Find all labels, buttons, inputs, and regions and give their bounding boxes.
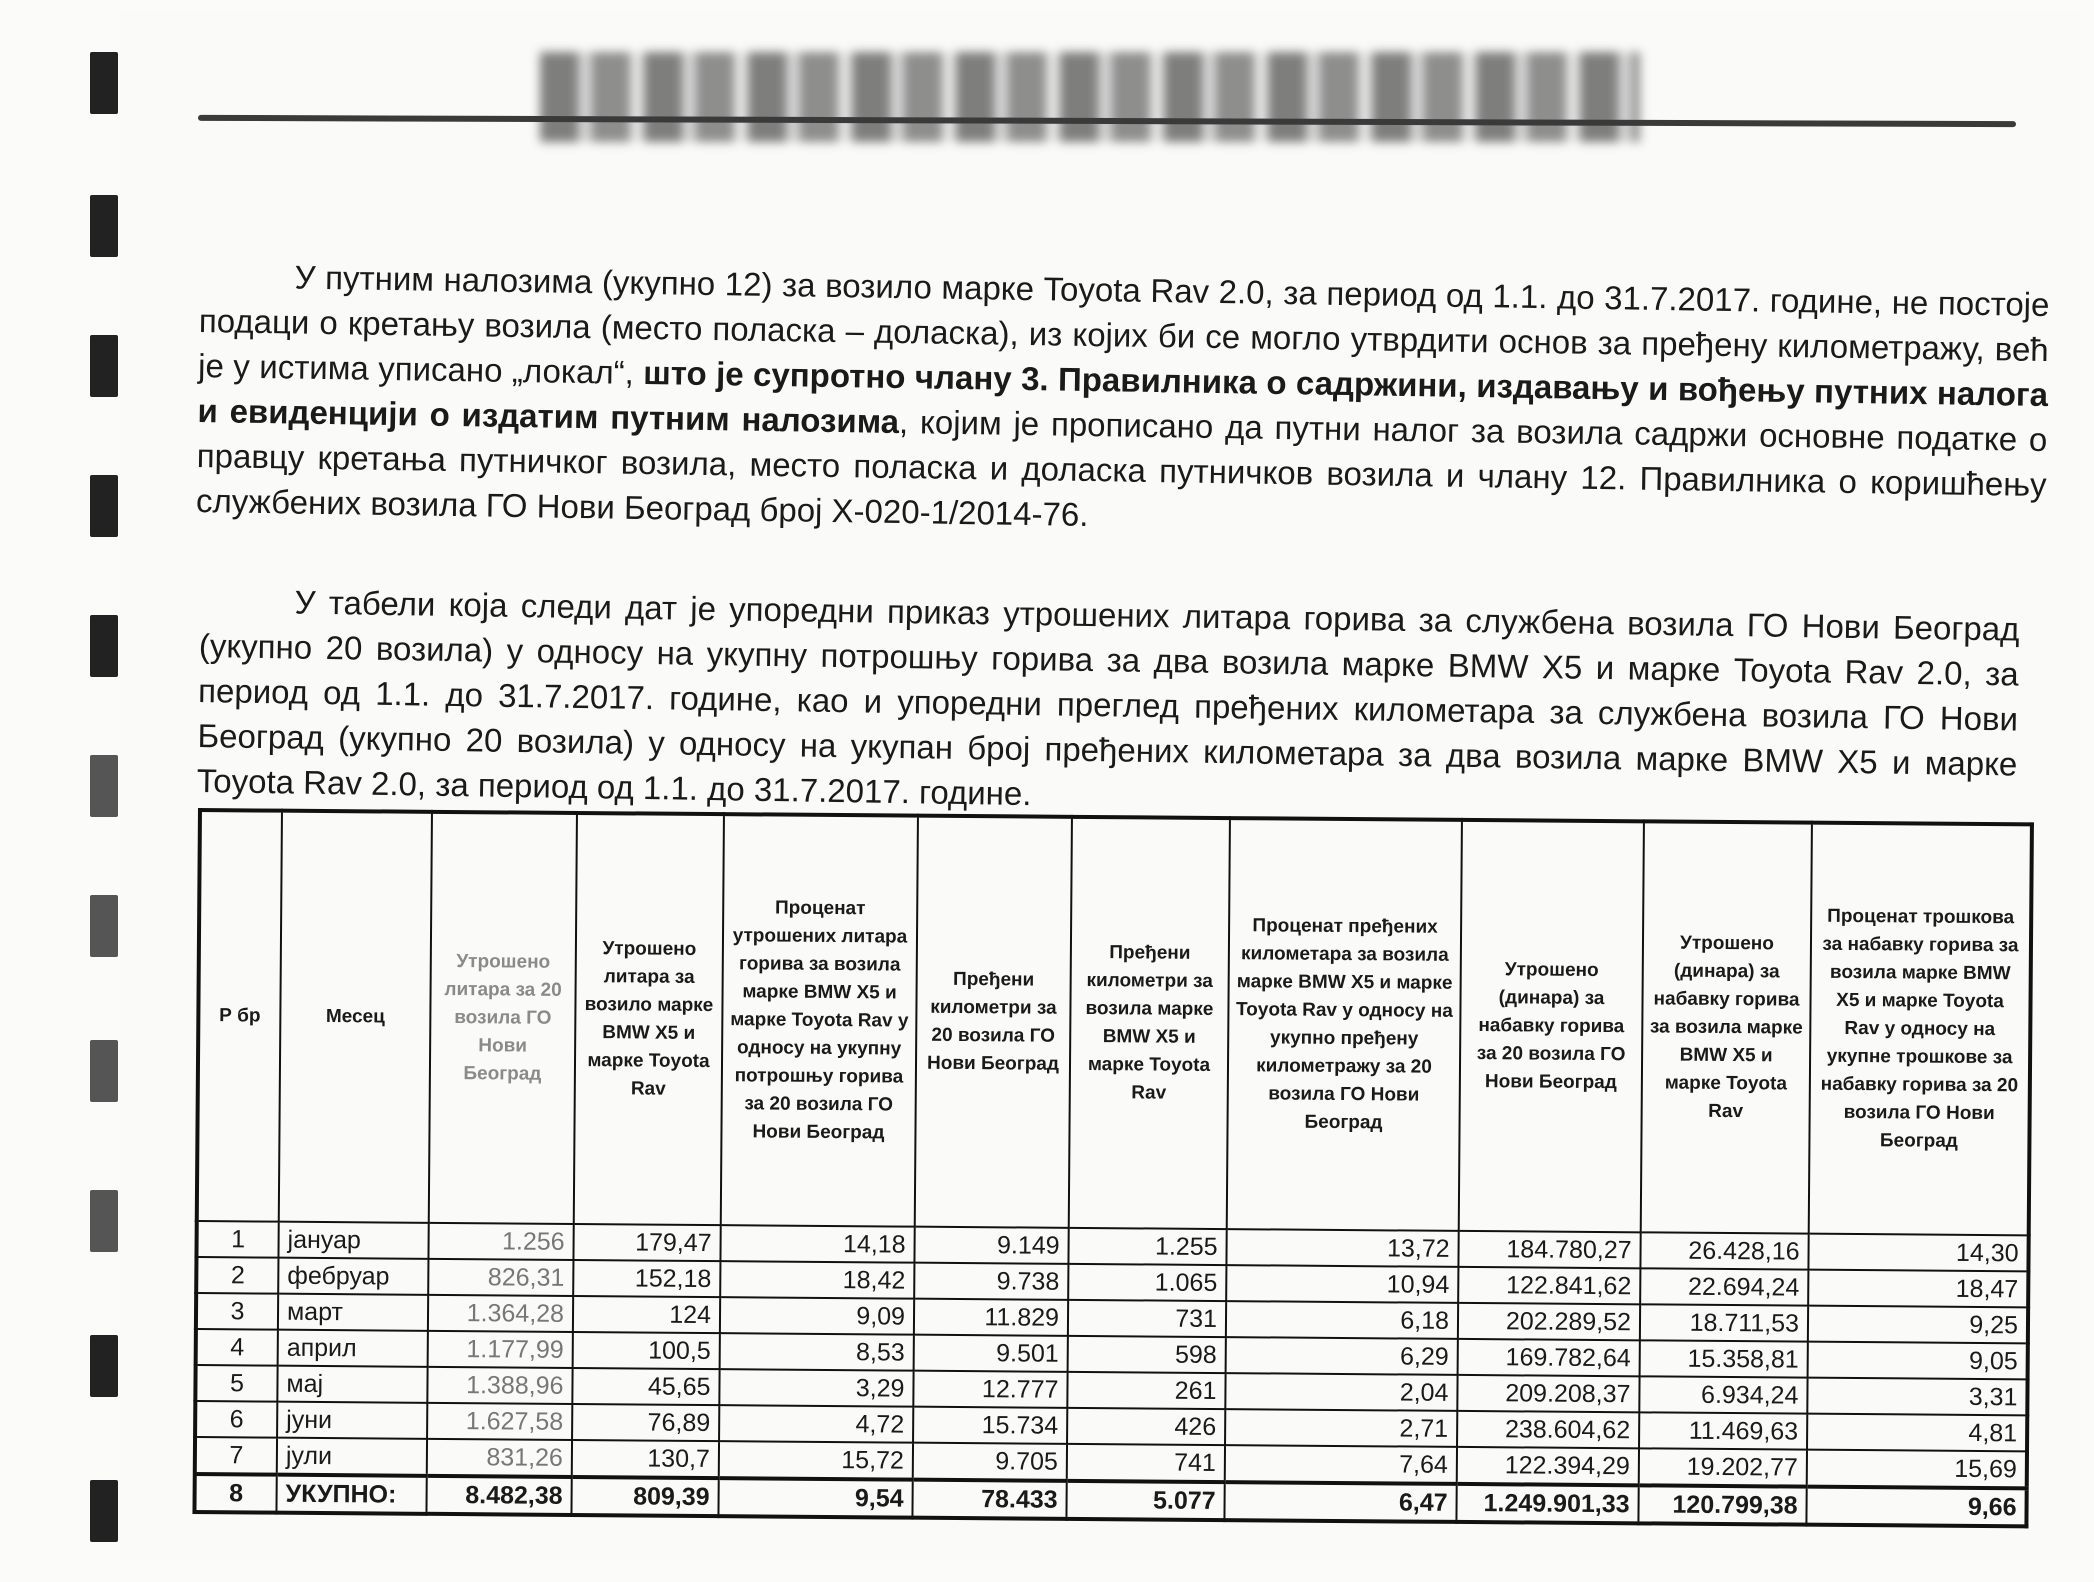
table-cell: 179,47: [573, 1224, 720, 1261]
table-cell: 1.627,58: [427, 1403, 572, 1440]
table-cell: 15,72: [719, 1441, 913, 1480]
table-cell: 12.777: [913, 1371, 1067, 1408]
table-cell: 731: [1068, 1300, 1226, 1337]
table-cell: 3: [196, 1293, 278, 1330]
header-cell: Пређени километри за 20 возила ГО Нови Београд: [915, 816, 1072, 1228]
table-cell: 22.694,24: [1640, 1268, 1808, 1305]
table-cell: 6: [195, 1401, 277, 1438]
table-cell: 18,47: [1808, 1270, 2028, 1308]
table-cell: 8,53: [720, 1333, 914, 1371]
binding-hole: [90, 52, 118, 114]
table-cell: јануар: [278, 1222, 428, 1259]
table-cell: 2,71: [1225, 1409, 1457, 1447]
table-cell: 120.799,38: [1638, 1485, 1806, 1524]
paragraph-1-bold: што је супротно члану 3. Правилника о садржини, издавању и вођењу путних налога и евиденцији о издатим путним налозима: [197, 353, 2049, 440]
header-cell: Утрошено (динара) за набавку горива за возила марке BMW X5 и марке Toyota Rav: [1641, 821, 1812, 1233]
table-cell: 1: [196, 1221, 278, 1258]
table-cell: УКУПНО:: [276, 1475, 426, 1514]
binding-hole: [90, 335, 118, 397]
table-cell: 18,42: [720, 1261, 914, 1299]
table-cell: 14,18: [720, 1225, 914, 1263]
table-cell: 426: [1067, 1408, 1225, 1445]
binding-hole: [90, 755, 118, 817]
paragraph-1-text: У путним налозима (укупно 12) за возило марке Toyota Rav 2.0, за период од 1.1. до 31.7.2017. године, не постоје подаци о кретању возила (место поласка – доласка), из којих би се могло утврдити основ за пређену километражу, већ је у истима уписано „локал“,: [197, 258, 2050, 391]
table-cell: 8.482,38: [426, 1476, 571, 1515]
table-cell: 5.077: [1066, 1481, 1224, 1520]
table-cell: 809,39: [571, 1477, 718, 1516]
table-cell: јуни: [277, 1402, 427, 1439]
redacted-header: [540, 52, 1640, 142]
table-body: [194, 1221, 2028, 1526]
binding-hole: [90, 1480, 118, 1542]
table-cell: 184.780,27: [1458, 1231, 1640, 1268]
table-cell: 122.841,62: [1458, 1267, 1640, 1304]
table-cell: 4,72: [719, 1405, 913, 1443]
table-cell: 13,72: [1226, 1229, 1458, 1267]
binding-hole: [90, 615, 118, 677]
table-cell: 3,29: [719, 1369, 913, 1407]
table-cell: 18.711,53: [1640, 1304, 1808, 1341]
table-cell: 202.289,52: [1458, 1303, 1640, 1340]
table-cell: 15,69: [1807, 1450, 2027, 1489]
header-cell: Р бр: [197, 810, 282, 1222]
table-cell: 6.934,24: [1639, 1376, 1807, 1413]
table-cell: 9.738: [914, 1263, 1068, 1300]
header-cell: Утрошено литара за возило марке BMW X5 и марке Toyota Rav: [574, 813, 724, 1225]
table-cell: 1.065: [1068, 1264, 1226, 1301]
table-cell: фебруар: [278, 1258, 428, 1295]
paragraph-1: [196, 253, 2050, 552]
table-cell: 19.202,77: [1639, 1448, 1807, 1486]
table-cell: 122.394,29: [1457, 1447, 1639, 1485]
table-cell: 1.388,96: [427, 1367, 572, 1404]
table-cell: 169.782,64: [1458, 1339, 1640, 1376]
table-cell: 831,26: [427, 1439, 572, 1477]
table-cell: март: [278, 1294, 428, 1331]
table-cell: 1.364,28: [428, 1295, 573, 1332]
header-cell: Утрошено (динара) за набавку горива за 20 возила ГО Нови Београд: [1459, 820, 1644, 1232]
table-cell: 152,18: [573, 1260, 720, 1297]
table-cell: 26.428,16: [1640, 1232, 1808, 1269]
table-cell: 741: [1067, 1444, 1225, 1482]
table-cell: 3,31: [1807, 1378, 2027, 1416]
table-cell: 9,54: [718, 1478, 912, 1518]
table-cell: 11.469,63: [1639, 1412, 1807, 1449]
table-cell: 1.255: [1068, 1228, 1226, 1265]
table-cell: 78.433: [912, 1480, 1066, 1519]
table-cell: 1.177,99: [428, 1331, 573, 1368]
table-cell: април: [278, 1330, 428, 1367]
table-cell: 598: [1068, 1336, 1226, 1373]
fuel-consumption-table: [192, 808, 2033, 1528]
table-cell: 76,89: [572, 1404, 719, 1441]
table-cell: јули: [277, 1438, 427, 1476]
header-cell: Проценат утрошених литара горива за возила марке BMW X5 и марке Toyota Rav у односу на укупну потрошњу горива за 20 возила ГО Нови Београд: [721, 814, 918, 1227]
table-cell: 124: [573, 1296, 720, 1333]
table-cell: 9,25: [1808, 1306, 2028, 1344]
fuel-table-wrapper: [192, 808, 2030, 1542]
table-cell: 4: [196, 1329, 278, 1366]
binding-hole: [90, 895, 118, 957]
paragraph-2-text: У табели која следи дат је упоредни приказ утрошених литара горива за службена возила ГО Нови Београд (укупно 20 возила) у односу на укупну потрошњу горива за два возила марке BMW X5 и марке Toyota Rav 2.0, за период од 1.1. до 31.7.2017. године, као и упоредни преглед пређених километара за службена возила ГО Нови Београд (укупно 20 возила) у односу на укупан број пређених километара за два возила марке BMW X5 и марке Toyota Rav 2.0, за период од 1.1. до 31.7.2017. године.: [196, 583, 2020, 813]
table-cell: 15.358,81: [1640, 1340, 1808, 1377]
binding-hole: [90, 195, 118, 257]
table-cell: 130,7: [572, 1440, 719, 1478]
table-cell: мај: [277, 1366, 427, 1403]
table-cell: 5: [195, 1365, 277, 1402]
table-cell: 2,04: [1225, 1373, 1457, 1411]
table-cell: 7: [195, 1437, 277, 1475]
table-header-row: [197, 810, 2032, 1235]
table-cell: 1.256: [428, 1223, 573, 1260]
table-cell: 7,64: [1225, 1445, 1457, 1484]
table-cell: 9.501: [914, 1335, 1068, 1372]
table-cell: 9,09: [720, 1297, 914, 1335]
table-cell: 2: [196, 1257, 278, 1294]
header-cell: Проценат пређених километара за возила марке BMW X5 и марке Toyota Rav у односу на укупно пређену километражу за 20 возила ГО Нови Београд: [1227, 818, 1462, 1231]
table-cell: 261: [1067, 1372, 1225, 1409]
table-cell: 15.734: [913, 1407, 1067, 1444]
table-cell: 6,47: [1224, 1482, 1456, 1522]
header-cell: Утрошено литара за 20 возила ГО Нови Београд: [429, 812, 577, 1224]
table-cell: 826,31: [428, 1259, 573, 1296]
table-cell: 9.149: [914, 1227, 1068, 1264]
header-cell: Пређени километри за возила марке BMW X5 и марке Toyota Rav: [1069, 817, 1230, 1229]
binding-hole: [90, 1335, 118, 1397]
table-cell: 6,29: [1226, 1337, 1458, 1375]
table-cell: 6,18: [1226, 1301, 1458, 1339]
table-cell: 8: [194, 1474, 276, 1513]
table-cell: 209.208,37: [1457, 1375, 1639, 1412]
table-cell: 14,30: [1808, 1234, 2028, 1272]
table-cell: 10,94: [1226, 1265, 1458, 1303]
binding-hole: [90, 475, 118, 537]
header-cell: Проценат трошкова за набавку горива за возила марке BMW X5 и марке Toyota Rav у односу на укупне трошкове за набавку горива за 20 возила ГО Нови Београд: [1809, 823, 2032, 1236]
binding-hole: [90, 1190, 118, 1252]
table-cell: 9,66: [1806, 1487, 2026, 1527]
paragraph-2: [196, 578, 2019, 832]
paragraph-1-tail: , којим је прописано да путни налог за возила садржи основне податке о правцу кретања путничког возила, место поласка и доласка путничков возила и члану 12. Правилника о коришћењу службених возила ГО Нови Београд број Х-020-1/2014-76.: [195, 403, 2048, 533]
header-cell: Месец: [279, 811, 432, 1223]
binding-hole: [90, 1040, 118, 1102]
table-cell: 4,81: [1807, 1414, 2027, 1452]
table-cell: 100,5: [573, 1332, 720, 1369]
table-cell: 238.604,62: [1457, 1411, 1639, 1448]
table-cell: 1.249.901,33: [1456, 1484, 1638, 1523]
table-cell: 45,65: [572, 1368, 719, 1405]
table-cell: 11.829: [914, 1299, 1068, 1336]
table-cell: 9.705: [913, 1443, 1067, 1481]
table-cell: 9,05: [1808, 1342, 2028, 1380]
